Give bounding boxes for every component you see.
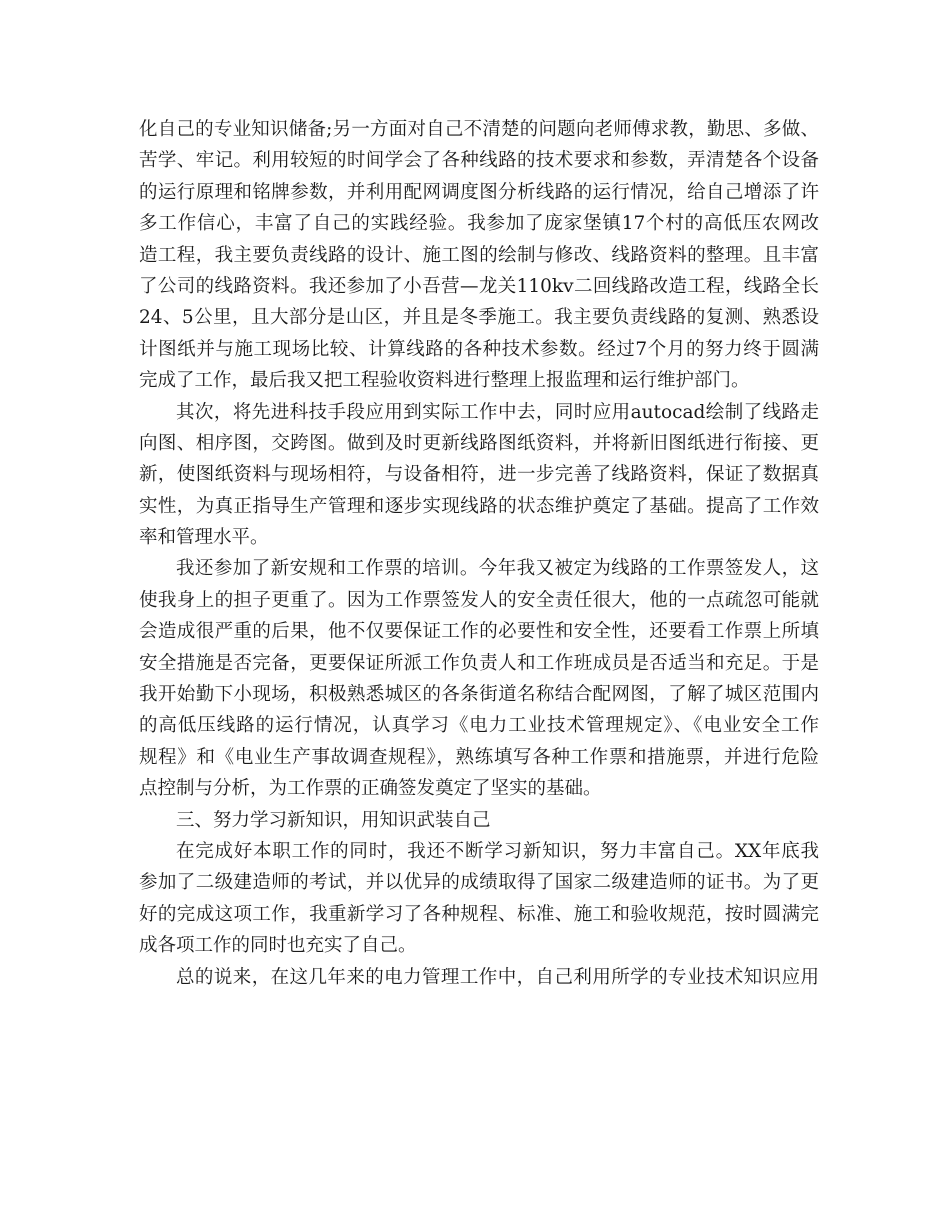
text-line: 好的完成这项工作，我重新学习了各种规程、标准、施工和验收规范，按时圆满完 xyxy=(139,903,819,925)
text-line: 规程》和《电业生产事故调查规程》，熟练填写各种工作票和措施票，并进行危险 xyxy=(139,746,819,768)
text-line: 的高低压线路的运行情况，认真学习《电力工业技术管理规定》、《电业安全工作 xyxy=(139,715,819,737)
text-line: 点控制与分析，为工作票的正确签发奠定了坚实的基础。 xyxy=(139,778,602,800)
text-line: 多工作信心，丰富了自己的实践经验。我参加了庞家堡镇17个村的高低压农网改 xyxy=(139,213,819,235)
text-line: 成各项工作的同时也充实了自己。 xyxy=(139,935,417,957)
text-line: 了公司的线路资料。我还参加了小吾营—龙关110kv二回线路改造工程，线路全长 xyxy=(139,275,819,297)
text-line: 率和管理水平。 xyxy=(139,527,269,549)
text-line: 计图纸并与施工现场比较、计算线路的各种技术参数。经过7个月的努力终于圆满 xyxy=(139,338,819,360)
text-line: 的运行原理和铭牌参数，并利用配网调度图分析线路的运行情况，给自己增添了许 xyxy=(139,181,819,203)
text-line: 24、5公里，且大部分是山区，并且是冬季施工。我主要负责线路的复测、熟悉设 xyxy=(139,307,819,329)
text-line: 安全措施是否完备，更要保证所派工作负责人和工作班成员是否适当和充足。于是 xyxy=(139,652,819,674)
text-line: 向图、相序图，交跨图。做到及时更新线路图纸资料，并将新旧图纸进行衔接、更 xyxy=(139,432,819,454)
text-line: 完成了工作，最后我又把工程验收资料进行整理上报监理和运行维护部门。 xyxy=(139,370,750,392)
text-line: 参加了二级建造师的考试，并以优异的成绩取得了国家二级建造师的证书。为了更 xyxy=(139,872,819,894)
text-line: 新，使图纸资料与现场相符，与设备相符，进一步完善了线路资料，保证了数据真 xyxy=(139,464,819,486)
text-line: 造工程，我主要负责线路的设计、施工图的绘制与修改、线路资料的整理。且丰富 xyxy=(139,244,819,266)
text-line: 我还参加了新安规和工作票的培训。今年我又被定为线路的工作票签发人，这 xyxy=(176,558,819,580)
text-line: 实性，为真正指导生产管理和逐步实现线路的状态维护奠定了基础。提高了工作效 xyxy=(139,495,819,517)
text-line: 使我身上的担子更重了。因为工作票签发人的安全责任很大，他的一点疏忽可能就 xyxy=(139,589,819,611)
text-line: 其次，将先进科技手段应用到实际工作中去，同时应用autocad绘制了线路走 xyxy=(176,401,819,423)
text-line: 苦学、牢记。利用较短的时间学会了各种线路的技术要求和参数，弄清楚各个设备 xyxy=(139,150,819,172)
document-body xyxy=(139,114,819,993)
text-line: 我开始勤下小现场，积极熟悉城区的各条街道名称结合配网图，了解了城区范围内 xyxy=(139,684,819,706)
text-line: 化自己的专业知识储备;另一方面对自己不清楚的问题向老师傅求教，勤思、多做、 xyxy=(139,119,819,140)
text-line: 三、努力学习新知识，用知识武装自己 xyxy=(176,809,491,831)
text-line: 在完成好本职工作的同时，我还不断学习新知识，努力丰富自己。XX年底我 xyxy=(176,840,819,862)
text-line: 会造成很严重的后果，他不仅要保证工作的必要性和安全性，还要看工作票上所填 xyxy=(139,621,819,643)
text-line: 总的说来，在这几年来的电力管理工作中，自己利用所学的专业技术知识应用 xyxy=(176,966,819,988)
